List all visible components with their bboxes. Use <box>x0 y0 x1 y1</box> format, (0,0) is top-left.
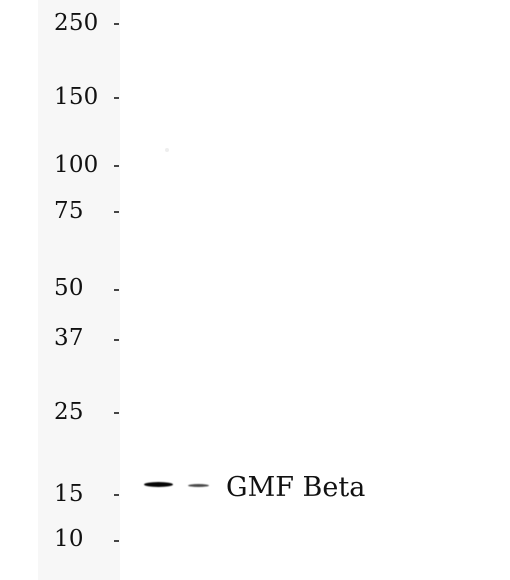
marker-tick <box>114 412 119 414</box>
marker-label-75: 75 <box>54 198 84 224</box>
protein-label: GMF Beta <box>226 472 366 503</box>
marker-tick <box>114 97 119 99</box>
marker-tick <box>114 494 119 496</box>
marker-tick <box>114 23 119 25</box>
blot-artifact <box>165 148 169 152</box>
marker-tick <box>114 165 119 167</box>
marker-label-10: 10 <box>54 526 84 552</box>
marker-tick <box>114 289 119 291</box>
marker-label-100: 100 <box>54 152 99 178</box>
marker-label-50: 50 <box>54 275 84 301</box>
marker-label-150: 150 <box>54 84 99 110</box>
marker-label-25: 25 <box>54 399 84 425</box>
marker-tick <box>114 211 119 213</box>
protein-band-lane-1 <box>144 482 173 487</box>
marker-label-37: 37 <box>54 325 84 351</box>
marker-label-250: 250 <box>54 10 99 36</box>
marker-label-15: 15 <box>54 481 84 507</box>
protein-band-lane-2 <box>188 484 209 487</box>
marker-tick <box>114 339 119 341</box>
marker-tick <box>114 540 119 542</box>
